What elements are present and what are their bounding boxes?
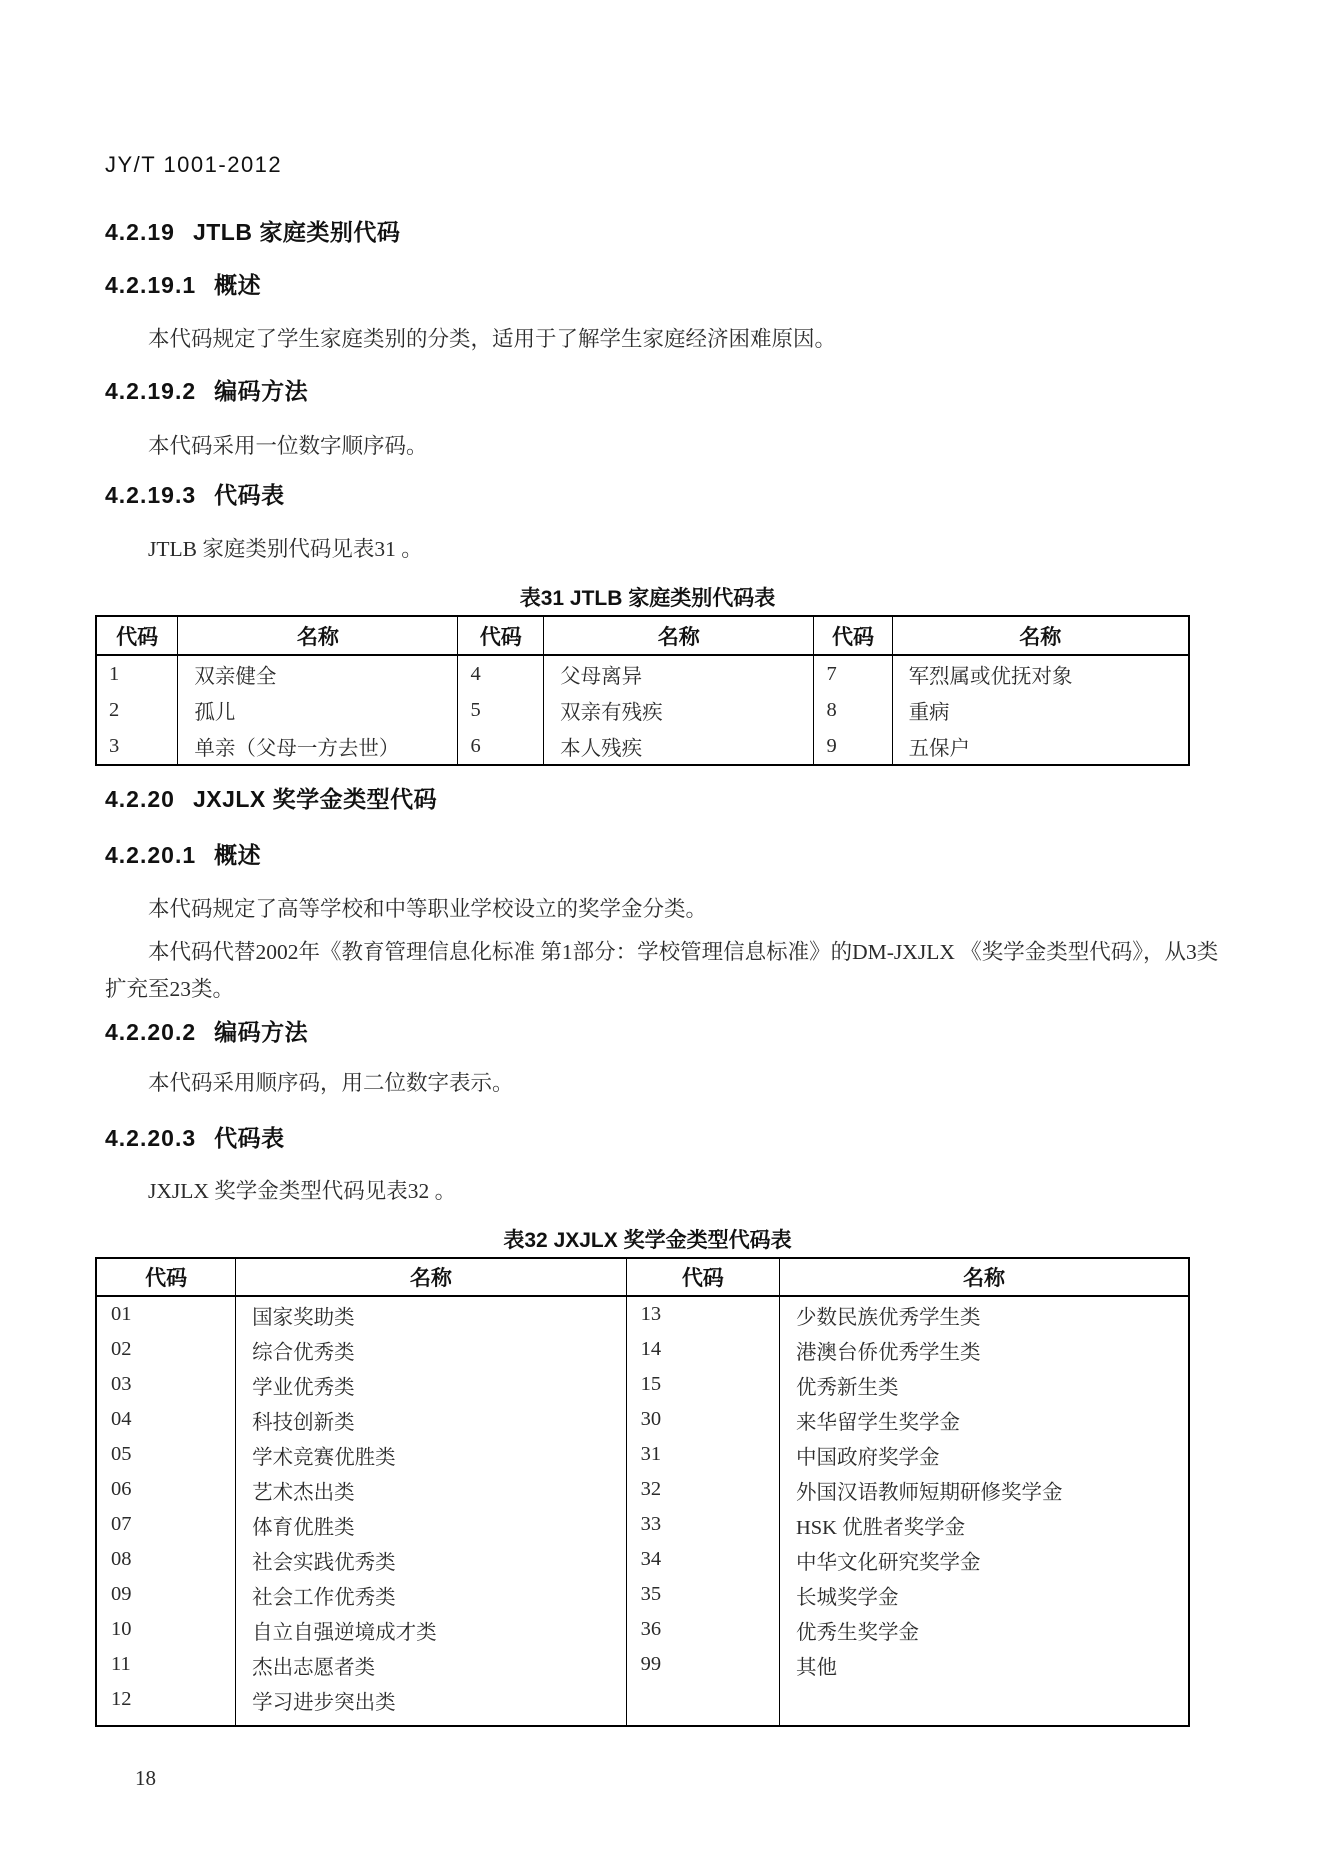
paragraph-coding-method-jtlb: 本代码采用一位数字顺序码。 xyxy=(148,434,428,458)
table-row xyxy=(96,1612,1189,1647)
table-row xyxy=(96,1332,1189,1367)
name-cell: 自立自强逆境成才类 xyxy=(236,1612,627,1647)
name-cell: 孤儿 xyxy=(178,692,458,728)
paragraph-coding-method-jxjlx: 本代码采用顺序码，用二位数字表示。 xyxy=(148,1071,514,1095)
name-cell: 重病 xyxy=(892,692,1189,728)
name-cell: 单亲（父母一方去世） xyxy=(178,728,458,765)
name-cell: 双亲健全 xyxy=(178,655,458,692)
name-cell: 社会工作优秀类 xyxy=(236,1577,627,1612)
column-header: 名称 xyxy=(178,616,458,655)
code-cell: 05 xyxy=(111,1443,132,1465)
name-cell: 中国政府奖学金 xyxy=(779,1437,1189,1472)
code-cell: 33 xyxy=(626,1507,779,1542)
paragraph-overview-jxjlx-1: 本代码规定了高等学校和中等职业学校设立的奖学金分类。 xyxy=(148,897,708,921)
code-cell: 9 xyxy=(814,728,892,765)
code-cell: 10 xyxy=(111,1618,132,1640)
subsection-heading-4-2-20-1 xyxy=(105,841,1233,869)
code-cell: 5 xyxy=(458,692,544,728)
name-cell: 父母离异 xyxy=(544,655,814,692)
table-row xyxy=(96,1472,1189,1507)
name-cell: 来华留学生奖学金 xyxy=(779,1402,1189,1437)
code-cell: 36 xyxy=(626,1612,779,1647)
name-cell: HSK 优胜者奖学金 xyxy=(779,1507,1189,1542)
code-cell: 06 xyxy=(111,1478,132,1500)
subsection-heading-4-2-19-1 xyxy=(105,271,1233,299)
name-cell: 双亲有残疾 xyxy=(544,692,814,728)
name-cell: 学业优秀类 xyxy=(236,1367,627,1402)
table32-jxjlx-scholarship-codes xyxy=(95,1257,1190,1727)
name-cell: 艺术杰出类 xyxy=(236,1472,627,1507)
name-cell: 杰出志愿者类 xyxy=(236,1647,627,1682)
subsection-number: 4.2.19.1 xyxy=(105,272,197,298)
column-header: 名称 xyxy=(892,616,1189,655)
code-cell: 1 xyxy=(109,662,120,685)
code-cell: 4 xyxy=(458,655,544,692)
code-cell: 14 xyxy=(626,1332,779,1367)
table-row xyxy=(96,1296,1189,1332)
table-row xyxy=(96,1367,1189,1402)
table-row xyxy=(96,728,1189,765)
name-cell: 综合优秀类 xyxy=(236,1332,627,1367)
subsection-title: 代码表 xyxy=(214,482,285,508)
code-cell: 2 xyxy=(109,698,120,721)
code-cell: 04 xyxy=(111,1408,132,1430)
column-header: 代码 xyxy=(96,616,178,655)
code-cell: 13 xyxy=(626,1296,779,1332)
subsection-title: 概述 xyxy=(214,272,262,298)
subsection-number: 4.2.20.3 xyxy=(105,1125,197,1151)
code-cell: 15 xyxy=(626,1367,779,1402)
code-cell: 6 xyxy=(458,728,544,765)
name-cell: 港澳台侨优秀学生类 xyxy=(779,1332,1189,1367)
code-cell: 08 xyxy=(111,1548,132,1570)
code-cell xyxy=(626,1682,779,1726)
name-cell: 学术竞赛优胜类 xyxy=(236,1437,627,1472)
subsection-number: 4.2.19.2 xyxy=(105,378,197,404)
code-cell: 32 xyxy=(626,1472,779,1507)
name-cell: 其他 xyxy=(779,1647,1189,1682)
table-row xyxy=(96,1577,1189,1612)
subsection-title: 编码方法 xyxy=(214,1019,309,1045)
code-cell: 30 xyxy=(626,1402,779,1437)
subsection-title: 编码方法 xyxy=(214,378,309,404)
section-number: 4.2.20 xyxy=(105,786,175,812)
name-cell: 优秀新生类 xyxy=(779,1367,1189,1402)
table-header-row xyxy=(96,616,1189,655)
name-cell: 科技创新类 xyxy=(236,1402,627,1437)
subsection-number: 4.2.20.1 xyxy=(105,842,197,868)
column-header: 名称 xyxy=(779,1258,1189,1296)
name-cell: 外国汉语教师短期研修奖学金 xyxy=(779,1472,1189,1507)
code-cell: 12 xyxy=(111,1688,132,1710)
subsection-number: 4.2.20.2 xyxy=(105,1019,197,1045)
paragraph-overview-jtlb: 本代码规定了学生家庭类别的分类，适用于了解学生家庭经济困难原因。 xyxy=(148,327,837,351)
code-cell: 35 xyxy=(626,1577,779,1612)
name-cell: 中华文化研究奖学金 xyxy=(779,1542,1189,1577)
table-row xyxy=(96,1507,1189,1542)
code-cell: 8 xyxy=(814,692,892,728)
column-header: 代码 xyxy=(626,1258,779,1296)
table32-caption: 表32 JXJLX 奖学金类型代码表 xyxy=(503,1229,792,1252)
code-cell: 02 xyxy=(111,1338,132,1360)
code-cell: 07 xyxy=(111,1513,132,1535)
name-cell: 本人残疾 xyxy=(544,728,814,765)
name-cell: 优秀生奖学金 xyxy=(779,1612,1189,1647)
column-header: 代码 xyxy=(458,616,544,655)
standard-doc-code: JY/T 1001-2012 xyxy=(105,152,283,177)
section-title: JXJLX 奖学金类型代码 xyxy=(192,786,438,812)
table-header-row xyxy=(96,1258,1189,1296)
subsection-heading-4-2-19-3 xyxy=(105,481,1233,509)
code-cell: 11 xyxy=(111,1653,131,1675)
table-row xyxy=(96,655,1189,692)
subsection-heading-4-2-20-2 xyxy=(105,1018,1233,1046)
name-cell: 少数民族优秀学生类 xyxy=(779,1296,1189,1332)
table31-caption: 表31 JTLB 家庭类别代码表 xyxy=(519,587,776,610)
section-number: 4.2.19 xyxy=(105,219,175,245)
code-cell: 09 xyxy=(111,1583,132,1605)
column-header: 名称 xyxy=(236,1258,627,1296)
section-heading-4-2-19 xyxy=(105,218,1233,246)
subsection-heading-4-2-19-2 xyxy=(105,377,1233,405)
name-cell: 体育优胜类 xyxy=(236,1507,627,1542)
page-number: 18 xyxy=(135,1766,156,1790)
table-row xyxy=(96,1647,1189,1682)
name-cell: 国家奖助类 xyxy=(236,1296,627,1332)
table31-jtlb-family-codes xyxy=(95,615,1190,766)
code-cell: 01 xyxy=(111,1303,132,1325)
name-cell: 社会实践优秀类 xyxy=(236,1542,627,1577)
subsection-title: 概述 xyxy=(214,842,262,868)
code-cell: 03 xyxy=(111,1373,132,1395)
code-cell: 31 xyxy=(626,1437,779,1472)
name-cell: 学习进步突出类 xyxy=(236,1682,627,1726)
subsection-number: 4.2.19.3 xyxy=(105,482,197,508)
table-row xyxy=(96,1542,1189,1577)
table-row xyxy=(96,1402,1189,1437)
paragraph-overview-jxjlx-2: 本代码代替2002年《教育管理信息化标准 第1部分：学校管理信息标准》的DM-JXJLX 《奖学金类型代码》，从3类扩充至23类。 xyxy=(105,940,1219,1001)
paragraph-see-table31: JTLB 家庭类别代码见表31 。 xyxy=(148,537,423,561)
table-row xyxy=(96,692,1189,728)
column-header: 名称 xyxy=(544,616,814,655)
section-heading-4-2-20 xyxy=(105,785,1233,813)
code-cell: 34 xyxy=(626,1542,779,1577)
table-row xyxy=(96,1437,1189,1472)
column-header: 代码 xyxy=(814,616,892,655)
name-cell: 长城奖学金 xyxy=(779,1577,1189,1612)
subsection-heading-4-2-20-3 xyxy=(105,1124,1233,1152)
section-title: JTLB 家庭类别代码 xyxy=(192,219,401,245)
table-row xyxy=(96,1682,1189,1726)
name-cell xyxy=(779,1682,1189,1726)
code-cell: 99 xyxy=(626,1647,779,1682)
name-cell: 军烈属或优抚对象 xyxy=(892,655,1189,692)
name-cell: 五保户 xyxy=(892,728,1189,765)
paragraph-see-table32: JXJLX 奖学金类型代码见表32 。 xyxy=(148,1179,457,1203)
code-cell: 7 xyxy=(814,655,892,692)
subsection-title: 代码表 xyxy=(214,1125,285,1151)
code-cell: 3 xyxy=(109,734,120,757)
column-header: 代码 xyxy=(96,1258,236,1296)
